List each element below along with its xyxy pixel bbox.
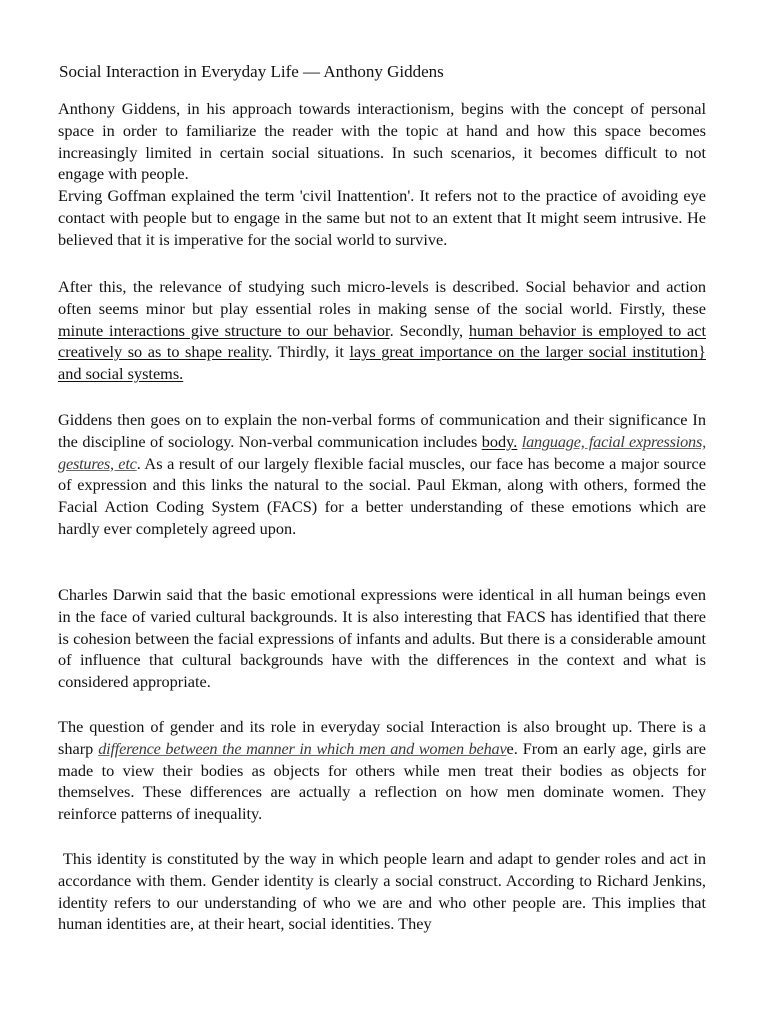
paragraph-non-verbal xyxy=(58,409,706,540)
text-segment: The question of gender and its role in everyday social Interaction is also brought up. There is a sharp xyxy=(58,717,706,758)
text-segment: . Thirdly, it xyxy=(268,342,350,362)
underlined-phrase: lays great importance on the larger social institution} and social systems. xyxy=(58,342,706,384)
text-segment: . Secondly, xyxy=(389,320,469,340)
paragraph-gender xyxy=(58,716,706,825)
paragraph-civil-inattention: Erving Goffman explained the term 'civil Inattention'. It refers not to the practice of avoiding eye contact with people but to engage in the same but not to an extent that It might seem intrusive. He believed that it is imperative for the social world to survive. xyxy=(58,186,706,249)
text-segment: . As a result of our largely flexible facial muscles, our face has become a major source of expression and this links the natural to the social. Paul Ekman, along with others, formed the Facial Action Coding System (FACS) for a better understanding of these emotions which are hardly ever completely agreed upon. xyxy=(58,453,706,538)
text-segment: Giddens then goes on to explain the non-verbal forms of communication and their significance In the discipline of sociology. Non-verbal communication includes xyxy=(58,410,706,451)
text-segment: e. From an early age, girls are made to view their bodies as objects for others while men treat their bodies as objects for themselves. These differences are actually a reflection on how men dominate women. They reinforce patterns of inequality. xyxy=(58,738,706,824)
handwritten-insertion: language, facial expressions, gestures, etc xyxy=(58,431,706,473)
paragraph-micro-levels xyxy=(58,276,706,385)
underlined-phrase: minute interactions give structure to our behavior xyxy=(58,320,390,340)
text-segment: After this, the relevance of studying such micro-levels is described. Social behavior and action often seems minor but play essential roles in making sense of the social world. Firstly, these xyxy=(58,277,706,318)
handwritten-insertion: difference between the manner in which men and women behav xyxy=(98,738,507,758)
paragraph-darwin: Charles Darwin said that the basic emotional expressions were identical in all human beings even in the face of varied cultural backgrounds. It is also interesting that FACS has identified that there is cohesion between the facial expressions of infants and adults. But there is a considerable amount of influence that cultural backgrounds have with the differences in the context and what is considered appropriate. xyxy=(58,585,706,692)
document-title: Social Interaction in Everyday Life — Anthony Giddens xyxy=(59,62,444,81)
underlined-phrase: body. xyxy=(481,431,518,451)
underlined-phrase: human behavior is employed to act creatively so as to shape reality xyxy=(58,320,707,362)
paragraph-personal-space: Anthony Giddens, in his approach towards interactionism, begins with the concept of personal space in order to familiarize the reader with the topic at hand and how this space becomes increasingly limited in certain social situations. In such scenarios, it becomes difficult to not engage with people. xyxy=(58,99,706,184)
paragraph-identity: This identity is constituted by the way in which people learn and adapt to gender roles and act in accordance with them. Gender identity is clearly a social construct. According to Richard Jenkins, identity refers to our understanding of who we are and who other people are. This implies that human identities are, at their heart, social identities. They xyxy=(58,849,711,934)
